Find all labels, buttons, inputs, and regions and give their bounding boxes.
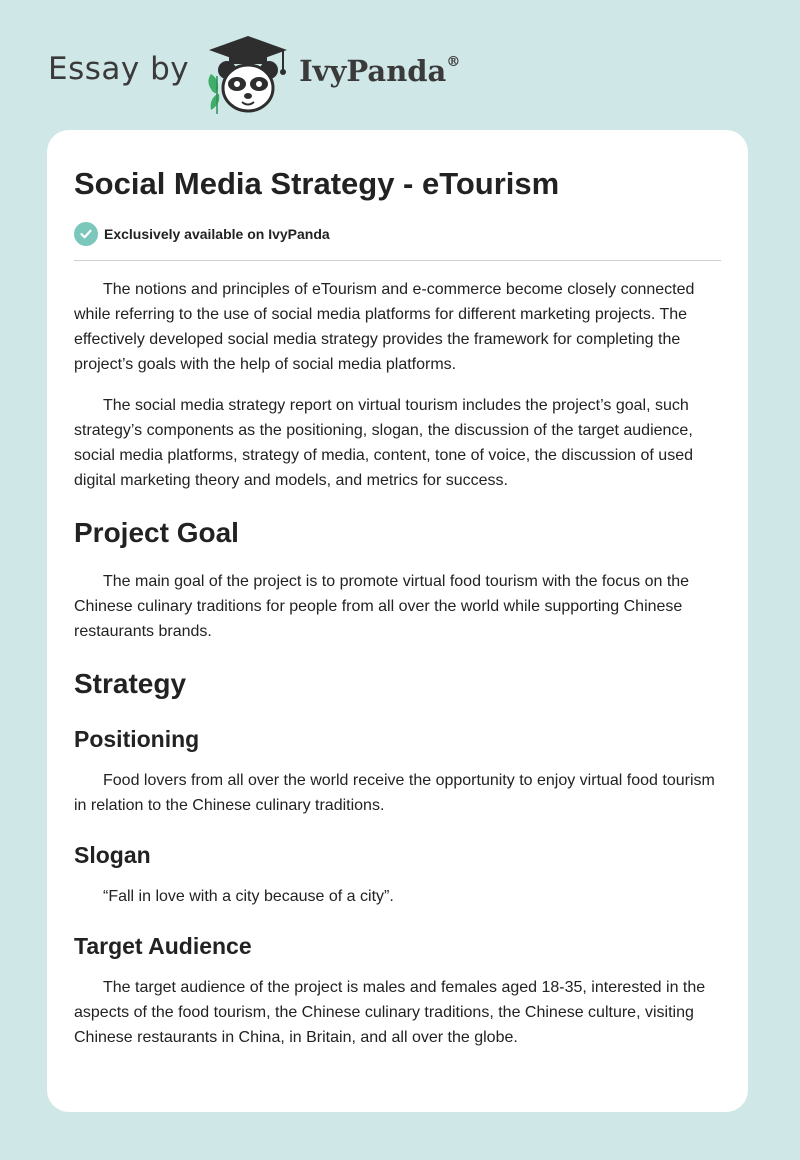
site-header xyxy=(48,30,460,120)
intro-paragraph-2: The social media strategy report on virtual tourism includes the project’s goal, such strategy’s components as the positioning, slogan, the discussion of the target audience, social media platforms, strategy of media, content, tone of voice, the discussion of used digital marketing theory and models, and metrics for success. xyxy=(74,397,693,489)
target-audience-paragraph: The target audience of the project is males and females aged 18-35, interested in the aspects of the food tourism, the Chinese culinary traditions, the Chinese culture, visiting Chinese restaurants in China, in Britain, and all over the globe. xyxy=(74,979,706,1046)
ivypanda-logo-text[interactable]: IvyPanda® xyxy=(299,54,461,88)
section-heading-project-goal: Project Goal xyxy=(74,517,239,548)
essay-by-label: Essay by xyxy=(48,51,190,87)
section-heading-strategy: Strategy xyxy=(74,668,187,699)
positioning-paragraph: Food lovers from all over the world receive the opportunity to enjoy virtual food tourism in relation to the Chinese culinary traditions. xyxy=(74,772,715,814)
intro-paragraph-1: The notions and principles of eTourism and e-commerce become closely connected while referring to the use of social media platforms for different marketing projects. The effectively developed social media strategy provides the framework for completing the project’s goals with the help of social media platforms. xyxy=(74,281,695,373)
project-goal-paragraph: The main goal of the project is to promote virtual food tourism with the focus on the Chinese culinary traditions for people from all over the world while supporting Chinese restaurants brands. xyxy=(74,573,690,640)
slogan-paragraph: “Fall in love with a city because of a city”. xyxy=(103,888,394,905)
panda-graduate-icon[interactable] xyxy=(203,34,293,116)
page-title: Social Media Strategy - eTourism xyxy=(74,166,560,201)
subheading-target-audience: Target Audience xyxy=(74,933,252,959)
exclusive-badge xyxy=(74,222,721,246)
check-circle-icon xyxy=(74,222,98,246)
exclusive-badge-text: Exclusively available on IvyPanda xyxy=(104,226,330,242)
divider xyxy=(74,260,721,261)
subheading-positioning: Positioning xyxy=(74,726,200,752)
essay-card xyxy=(47,130,748,1112)
subheading-slogan: Slogan xyxy=(74,842,151,868)
